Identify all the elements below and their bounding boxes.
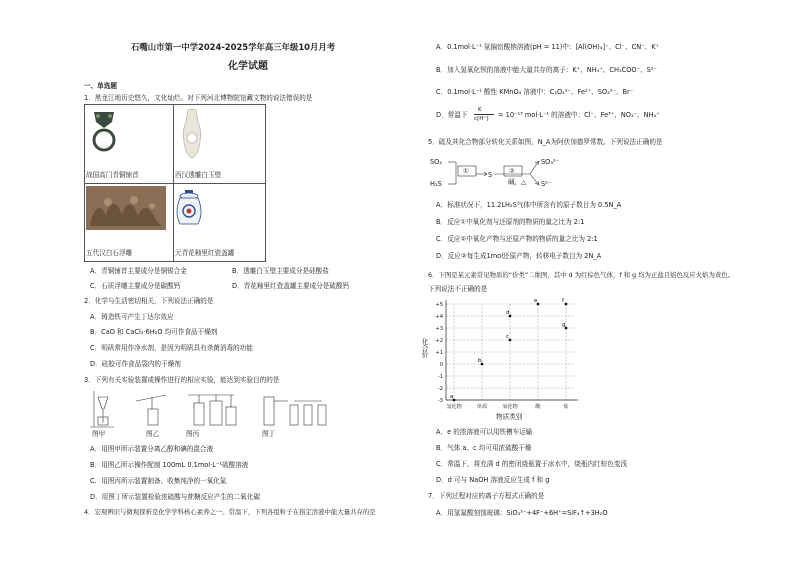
q3-option-a: A．用图甲所示装置分离乙醇和碘的混合液 — [90, 445, 214, 453]
q6-stem: 6．下图是某元素常见物质的“价类”二维图，其中 d 为红棕色气体，f 和 g 均为正盐且焰色反应火焰为黄色。 — [428, 271, 735, 279]
q3-fig-label-1: 图甲 — [92, 430, 106, 438]
q7-option-a: A．用氢氟酸刻蚀玻璃：SiO₃²⁻+4F⁻+6H⁺=SiF₄↑+3H₂O — [436, 509, 608, 517]
x-tick-label: 氢化物 — [446, 404, 462, 410]
q4-option-a: A．0.1mol·L⁻¹ 氨偏铝酸钠溶液(pH = 11)中：[Al(OH)₄]⁻、Cl⁻、CN⁻、K⁺ — [436, 43, 660, 51]
data-point-label-a: a — [450, 394, 454, 400]
q5-sulfide: S²⁻ — [541, 180, 552, 188]
q5-option-a: A．标准状况下，11.2LH₂S气体中所含有的原子数目为 0.5N_A — [436, 201, 622, 209]
q5-option-c: C．反应②中氧化产物与还原产物的物质的量之比为 2:1 — [436, 235, 598, 243]
q2-option-b: B．CaO 和 CaCl₂·6H₂O 均可作食品干燥剂 — [90, 328, 218, 336]
q1-stem: 1．黑龙江地历史悠久，文化灿烂。对下列河北博物院馆藏文物的说法错误的是 — [84, 94, 313, 102]
q6-option-c: C．常温下，将充满 d 的密闭烧瓶置于冰水中，烧瓶内红棕色变浅 — [436, 460, 628, 468]
y-tick-label: 0 — [439, 362, 443, 368]
q5-step-1: ① — [463, 167, 469, 175]
q3-stem: 3．下列有关实验装置或操作进行的相应实验，能达到实验目的的是 — [84, 376, 280, 384]
q4-option-d-suffix: = 10⁻¹³ mol·L⁻¹ 的溶液中：Cl⁻、Fe³⁺、NO₃⁻、NH₄⁺ — [498, 111, 660, 119]
stone-relief-image — [86, 186, 166, 230]
q6-option-b: B．气体 a、c 均可用浓硫酸干燥 — [436, 444, 532, 452]
section-heading: 一、单选题 — [84, 82, 117, 90]
x-tick-label: 酸 — [535, 404, 541, 410]
q3-fig-label-2: 图乙 — [146, 430, 160, 438]
q4-stem: 4．宏观辨识与微观探析是化学学科核心素养之一。常温下，下列各组粒子在指定溶液中能大量共存的是 — [84, 508, 376, 516]
data-point-label-g: g — [562, 322, 566, 328]
q5-sulfur: S — [488, 171, 493, 179]
data-point-label-d: d — [506, 310, 510, 316]
x-tick-label: 盐 — [563, 404, 569, 410]
data-point-f — [565, 303, 568, 306]
data-point-label-e: e — [534, 298, 538, 304]
lab-apparatus-figure — [88, 387, 428, 435]
q5-step-2: ② — [509, 167, 515, 175]
valence-class-chart — [422, 296, 582, 420]
q5-option-b: B．反应①中氧化剂与还原剂的物质的量之比为 2:1 — [436, 218, 585, 226]
y-tick-label: +2 — [435, 338, 443, 344]
y-tick-label: -1 — [437, 374, 443, 380]
q4-option-c: C．0.1mol·L⁻¹ 酸性 KMnO₄ 溶液中：C₂O₄²⁻、Fe²⁺、SO₄²⁻、Br⁻ — [436, 88, 634, 96]
data-point-label-c: c — [506, 334, 510, 340]
q1-cell-2: 西汉透雕白玉璧 — [175, 171, 222, 179]
q3-option-d: D．用图丁所示装置检验浓硫酸与蔗糖反应产生的二氧化碳 — [90, 493, 260, 501]
x-tick-label: 氧化物 — [502, 404, 518, 410]
exam-title: 石嘴山市第一中学2024-2025学年高三年级10月月考 — [131, 42, 336, 52]
q3-option-b: B．用图乙所示操作配制 100mL 0.1mol·L⁻¹硫酸溶液 — [90, 461, 249, 469]
q4-option-d-prefix: D．常温下 — [436, 111, 468, 119]
q5-option-d: D．反应②每生成1mol还原产物，转移电子数目为 2N_A — [436, 252, 602, 260]
q2-option-a: A．铸造铁可产生丁达尔效应 — [90, 313, 174, 321]
y-tick-label: -3 — [437, 398, 443, 404]
q2-stem: 2．化学与生活密切相关，下列说法正确的是 — [84, 297, 214, 305]
q4-option-b: B．加入氢氧化钡的溶液中能大量共存的离子：K⁺、NH₄⁺、CH₃COO⁻、S²⁻ — [436, 66, 657, 74]
q1-cell-4: 元青花釉里红瓷盖罐 — [175, 249, 235, 257]
q3-fig-label-3: 图丙 — [186, 430, 200, 438]
q6-stem-line2: 下列说法不正确的是 — [428, 285, 488, 293]
exam-subtitle: 化学试题 — [228, 61, 268, 72]
q5-sulfite: SO₃²⁻ — [541, 158, 560, 166]
y-tick-label: +1 — [435, 350, 443, 356]
x-tick-label: 单质 — [476, 404, 488, 410]
jade-disc-image — [180, 108, 204, 160]
q6-option-d: D．d 可与 NaOH 溶液反应生成 f 和 g — [436, 476, 550, 484]
q5-condition: 碱，△ — [508, 178, 527, 186]
q1-option-a: A．青铜铺首主要成分是铜锡合金 — [90, 267, 187, 275]
q4-frac-top: K — [478, 107, 482, 113]
q5-h2s: H₂S — [430, 180, 442, 188]
y-tick-label: +5 — [435, 302, 443, 308]
data-point-label-f: f — [562, 298, 564, 304]
q1-option-c: C．石质浮雕主要成分是碳酸钙 — [90, 282, 181, 290]
y-tick-label: +3 — [435, 326, 443, 332]
q2-option-c: C．明矾常用作净水剂，是因为明矾具有杀菌消毒的功能 — [90, 344, 253, 352]
q1-cell-3: 五代汉白石浮雕 — [86, 249, 133, 257]
q5-stem: 5．硫及其化合物部分转化关系如图，N_A为阿伏加德罗常数。下列说法正确的是 — [428, 138, 663, 146]
q7-stem: 7．下列过程对应的离子方程式正确的是 — [428, 492, 545, 500]
q1-option-d: D．青花釉里红瓷盖罐主要成分是硫酸钙 — [232, 282, 350, 290]
q5-reaction-arrows — [446, 160, 546, 190]
bronze-knocker-image — [90, 108, 118, 158]
porcelain-jar-image — [174, 190, 204, 230]
y-tick-label: -2 — [437, 386, 443, 392]
data-point-label-b: b — [478, 358, 482, 364]
y-tick-label: +4 — [435, 314, 443, 320]
q1-cell-1: 战国高门青铜铺首 — [86, 171, 139, 179]
q6-option-a: A．e 的浓溶液可以用铁槽车运输 — [436, 428, 533, 436]
q3-fig-label-4: 图丁 — [262, 430, 276, 438]
q4-frac-bottom: c[H⁺] — [474, 116, 489, 122]
q2-option-d: D．硅胶可作食品袋内的干燥剂 — [90, 360, 181, 368]
chart-ylabel: 化合价 — [420, 338, 428, 358]
q5-so2: SO₂ — [430, 158, 443, 166]
chart-xlabel: 物质类别 — [496, 413, 523, 421]
q1-option-b: B．透雕白玉璧主要成分是硅酸盐 — [232, 267, 329, 275]
q3-option-c: C．用图丙所示装置制备、收集纯净的一氧化氮 — [90, 477, 227, 485]
